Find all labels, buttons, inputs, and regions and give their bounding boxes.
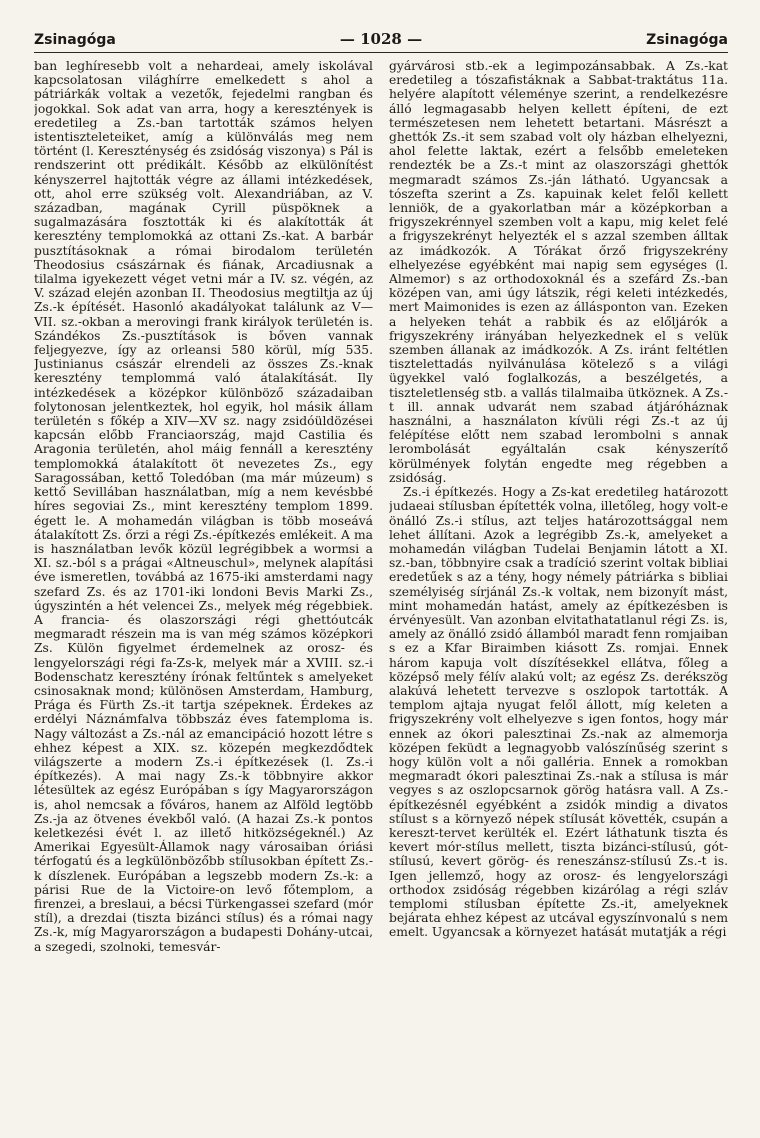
left-paragraph-1: ban leghíresebb volt a nehardeai, amely iskolával kapcsolatosan világhírre emelkedett s ahol a pátriárkák voltak a vezetők, fejedelmi rangban és jogokkal. Sok adat van arra, hogy a keresztények is eredetileg a Zs.-ban tartották számos helyen istentiszteleteiket, amíg a különválás meg nem történt (l. Kereszténység és zsidóság viszonya) s Pál is rendszerint ott prédikált. Később az elkülönítést kényszerrel hajtották végre az állami intézkedések, ott, ahol erre szükség volt. Alexandriában, az V. században, magának Cyrill püspöknek a sugalmazására fosztották ki és alakították át keresztény templomokká az ottani Zs.-kat. A barbár pusztításoknak a római birodalom területén Theodosius császárnak és fiának, Arcadiusnak a tilalma igyekezett véget vetni már a IV. sz. végén, az V. század elején azonban II. Theodosius megtiltja az új Zs.-k építését. Hasonló akadályokat találunk az V—VII. sz.-okban a merovingi frank királyok területén is. Szándékos Zs.-pusztítások is bőven vannak feljegyezve, így az orleansi 580 körül, míg 535. Justinianus császár elrendeli az összes Zs.-knak keresztény templommá való átalakítását. Ily intézkedések a középkor különböző századaiban folytonosan jelentkeztek, hol egyik, hol másik állam területén s főkép a XIV—XV sz. nagy zsidóüldözései kapcsán előbb Franciaország, majd Castilia és Aragonia területén, ahol máig fennáll a keresztény templomokká átalakított öt nevezetes Zs., egy Saragossában, kettő Toledóban (ma már múzeum) s kettő Sevillában használatban, míg a nem kevésbbé híres segoviai Zs., mint keresztény templom 1899. égett le. A mohamedán világban is több moseává átalakított Zs. őrzi a régi Zs.-építkezés emlékeit. A ma is használatban levők közül legrégibbek a wormsi a XI. sz.-ból s a prágai «Altneuschul», melynek alapítási éve ismeretlen, továbbá az 1675-iki amsterdami nagy szefard Zs. és az 1701-iki londoni Bevis Marki Zs., úgyszintén a hét velencei Zs., melyek még régebbiek. A francia- és olaszországi régi ghettóutcák megmaradt részein ma is van még számos középkori Zs. Külön figyelmet érdemelnek az orosz- és lengyelországi régi fa-Zs-k, melyek már a XVIII. sz.-i Bodenschatz keresztény írónak feltűntek s amelyeket csinosaknak mond; különösen Amsterdam, Hamburg, Prága és Fürth Zs.-it tartja szépeknek. Érdekes az erdélyi Náznámfalva többszáz éves fatemploma is. Nagy változást a Zs.-nál az emancipáció hozott létre s ehhez képest a XIX. sz. közepén megkezdődtek világszerte a modern Zs.-i építkezések (l. Zs.-i építkezés). A mai nagy Zs.-k többnyire akkor létesültek az egész Európában s így Magyarországon is, ahol nemcsak a főváros, hanem az Alföld legtöbb Zs.-ja az ötvenes évekből való. (A hazai Zs.-k pontos keletkezési évét l. az illető hitközségeknél.) Az Amerikai Egyesült-Államok nagy városaiban óriási térfogatú és a legkülönbözőbb stílusokban épített Zs.-k díszlenek. Európában a legszebb modern Zs.-k: a párisi Rue de la Victoire-on levő főtemplom, a firenzei, a breslaui, a bécsi Türkengassei szefard (mór stíl), a drezdai (tiszta bizánci stílus) és a római nagy Zs.-k, míg Magyarországon a budapesti Dohány-utcai, a szegedi, szolnoki, temesvár-: [34, 59, 373, 954]
header-left-keyword: Zsinagóga: [34, 32, 116, 48]
text-columns: [34, 59, 728, 1119]
right-paragraph-2: Zs.-i építkezés. Hogy a Zs-kat eredetileg határozott judaeai stílusban építették volna, illetőleg, hogy volt-e önálló Zs.-i stílus, azt teljes határozottsággal nem lehet állítani. Azok a legrégibb Zs.-k, amelyeket a mohamedán világban Tudelai Benjamin látott a XI. sz.-ban, többnyire csak a tradíció szerint voltak bibliai eredetűek s az a tény, hogy némely pátriárka s bibliai személyiség sírjánál Zs.-k voltak, nem bizonyít mást, mint mohamedán hatást, amely az építkezésben is érvényesült. Van azonban elvitathatatlanul régi Zs. is, amely az önálló zsidó államból maradt fenn romjaiban s ez a Kfar Biraimben kiásott Zs. romjai. Ennek három kapuja volt díszítésekkel ellátva, főleg a középső mely félív alakú volt; az egész Zs. derékszög alakúvá lehetett tervezve s oszlopok tartották. A templom ajtaja nyugat felől állott, míg keleten a frigyszekrény volt elhelyezve s igen fontos, hogy már ennek az ókori palesztinai Zs.-nak az almemorja középen feküdt a legnagyobb valószínűség szerint s hogy külön volt a női galléria. Ennek a romokban megmaradt ókori palesztinai Zs.-nak a stílusa is már vegyes s az oszlopcsarnok görög hatásra vall. A Zs.-építkezésnél egyébként a zsidók mindig a divatos stílust s a környező népek stílusát követték, csupán a kereszt-tervet kerülték el. Ezért láthatunk tiszta és kevert mór-stílus mellett, tiszta bizánci-stílusú, gót-stílusú, kevert görög- és reneszánsz-stílusú Zs.-t is. Igen jellemző, hogy az orosz- és lengyelországi orthodox zsidóság régebben kizárólag a régi szláv templomi stílusban építette Zs.-it, amelyeknek bejárata ehhez képest az utcával egyszínvonalú s nem emelt. Ugyancsak a környezet hatását mutatják a régi: [389, 485, 728, 940]
right-column: [389, 59, 728, 1119]
right-paragraph-1: gyárvárosi stb.-ek a legimpozánsabbak. A Zs.-kat eredetileg a tószafistáknak a Sabbat-traktátus 11a. helyére alapított véleménye szerint, a rendelkezésre álló legmagasabb helyen kellett építeni, de ezt természetesen nem lehetett betartani. Másrészt a ghettók Zs.-it sem szabad volt oly házban elhelyezni, ahol felette laktak, ezért a felsőbb emeleteken rendezték be a Zs.-t mint az olaszországi ghettók megmaradt számos Zs.-ján látható. Ugyancsak a tószefta szerint a Zs. kapuinak kelet felől kellett lenniök, de a gyakorlatban már a középkorban a frigyszekrénnyel szemben volt a kapu, mig kelet felé a frigyszekrényt helyezték el s azzal szemben álltak az imádkozók. A Tórákat őrző frigyszekrény elhelyezése egyébként mai napig sem egységes (l. Almemor) s az orthodoxoknál és a szefárd Zs.-ban középen van, ami úgy látszik, régi keleti intézkedés, mert Maimonides is ezen az állásponton van. Ezeken a helyeken tehát a rabbik és az előljárók a frigyszekrény irányában helyezkednek el s velük szemben állanak az imádkozók. A Zs. iránt feltétlen tisztelettadás nyilvánulása kötelező s a világi ügyekkel való foglalkozás, a beszélgetés, a tiszteletlenség stb. a vallás tilalmaiba ütköznek. A Zs.-t ill. annak udvarát nem szabad átjáróháznak használni, a használaton kívüli régi Zs.-t az új felépítése előtt nem szabad lerombolni s annak lerombolását egyáltalán csak kényszerítő körülmények folytán engedte meg régebben a zsidóság.: [389, 59, 728, 485]
running-header: [34, 30, 728, 48]
header-right-keyword: Zsinagóga: [646, 32, 728, 48]
page-number: — 1028 —: [339, 30, 423, 48]
header-rule: [34, 52, 728, 53]
left-column: [34, 59, 373, 1119]
